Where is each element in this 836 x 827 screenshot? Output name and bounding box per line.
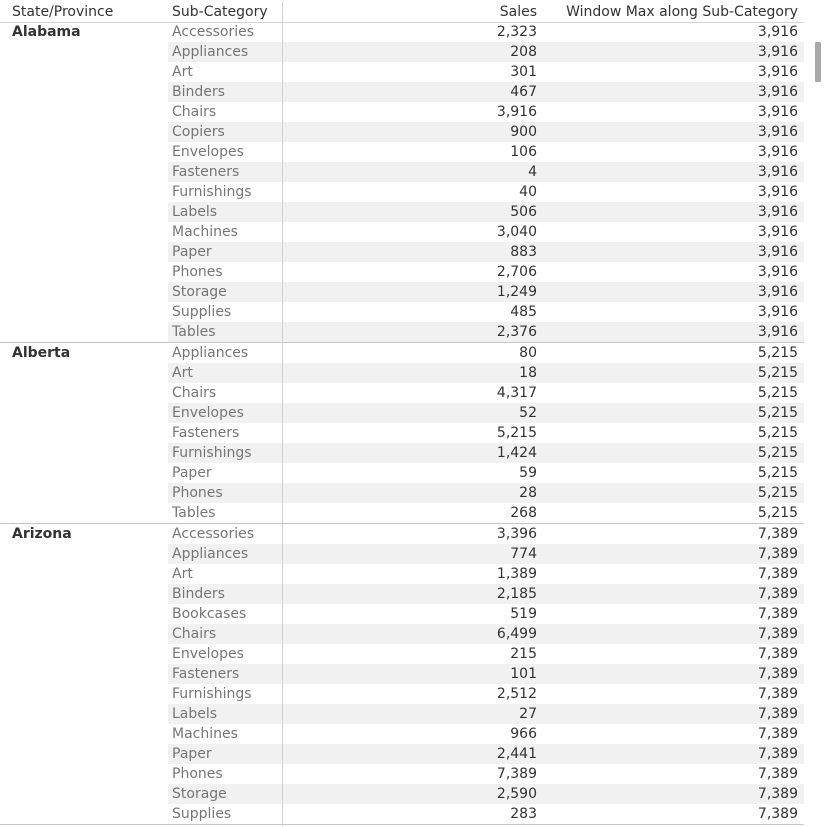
table-row[interactable]	[0, 704, 804, 724]
table-row[interactable]	[0, 403, 804, 423]
sub-category-cell[interactable]: Envelopes	[172, 144, 244, 160]
sales-cell[interactable]: 301	[510, 64, 537, 80]
row-band	[168, 82, 804, 102]
sub-category-cell[interactable]: Chairs	[172, 626, 217, 642]
window-max-cell[interactable]: 5,215	[757, 385, 798, 401]
table-row[interactable]	[0, 282, 804, 302]
sub-category-cell[interactable]: Copiers	[172, 124, 225, 140]
window-max-cell[interactable]: 3,916	[757, 84, 798, 100]
row-band	[168, 202, 804, 222]
row-band	[168, 664, 804, 684]
window-max-cell[interactable]: 7,389	[757, 586, 798, 602]
table-row[interactable]	[0, 22, 804, 42]
sub-category-cell[interactable]: Bookcases	[172, 606, 247, 622]
row-band	[168, 443, 804, 463]
window-max-cell[interactable]: 7,389	[757, 806, 798, 822]
sub-category-cell[interactable]: Fasteners	[172, 666, 240, 682]
sales-cell[interactable]: 774	[510, 546, 537, 562]
table-row[interactable]	[0, 524, 804, 544]
table-row[interactable]	[0, 604, 804, 624]
sales-cell[interactable]: 101	[510, 666, 537, 682]
row-band	[168, 584, 804, 604]
sub-category-cell[interactable]: Chairs	[172, 385, 217, 401]
sub-category-cell[interactable]: Labels	[172, 706, 218, 722]
sales-cell[interactable]: 2,376	[496, 324, 537, 340]
sub-category-cell[interactable]: Storage	[172, 786, 227, 802]
window-max-cell[interactable]: 7,389	[757, 646, 798, 662]
table-row[interactable]	[0, 102, 804, 122]
table-row[interactable]	[0, 42, 804, 62]
row-band	[168, 564, 804, 584]
table-row[interactable]	[0, 764, 804, 784]
window-max-cell[interactable]: 7,389	[757, 726, 798, 742]
row-band	[168, 744, 804, 764]
row-band	[168, 302, 804, 322]
row-band	[168, 644, 804, 664]
window-max-cell[interactable]: 5,215	[757, 345, 798, 361]
sub-category-cell[interactable]: Fasteners	[172, 425, 240, 441]
table-row[interactable]	[0, 483, 804, 503]
scrollbar-thumb[interactable]	[815, 42, 821, 82]
table-row[interactable]	[0, 664, 804, 684]
window-max-cell[interactable]: 3,916	[757, 264, 798, 280]
sales-cell[interactable]: 506	[510, 204, 537, 220]
sales-cell[interactable]: 106	[510, 144, 537, 160]
row-band	[168, 162, 804, 182]
window-max-cell[interactable]: 5,215	[757, 445, 798, 461]
window-max-cell[interactable]: 7,389	[757, 606, 798, 622]
row-band	[168, 704, 804, 724]
sales-cell[interactable]: 3,396	[496, 526, 537, 542]
row-band	[168, 363, 804, 383]
window-max-cell[interactable]: 7,389	[757, 546, 798, 562]
row-band	[168, 242, 804, 262]
row-band	[168, 262, 804, 282]
row-band	[168, 343, 804, 363]
sales-cell[interactable]: 2,512	[496, 686, 537, 702]
sub-category-cell[interactable]: Paper	[172, 746, 212, 762]
row-band	[168, 463, 804, 483]
row-band	[168, 544, 804, 564]
sub-category-cell[interactable]: Paper	[172, 244, 212, 260]
header-window-max[interactable]: Window Max along Sub-Category	[566, 4, 798, 20]
sub-category-cell[interactable]: Furnishings	[172, 686, 252, 702]
header-sales[interactable]: Sales	[499, 4, 537, 20]
window-max-cell[interactable]: 7,389	[757, 566, 798, 582]
sales-cell[interactable]: 467	[510, 84, 537, 100]
window-max-cell[interactable]: 3,916	[757, 124, 798, 140]
header-state-province[interactable]: State/Province	[12, 4, 114, 20]
table-row[interactable]	[0, 302, 804, 322]
window-max-cell[interactable]: 3,916	[757, 44, 798, 60]
table-row[interactable]	[0, 222, 804, 242]
vertical-scrollbar[interactable]	[804, 0, 836, 827]
window-max-cell[interactable]: 5,215	[757, 465, 798, 481]
window-max-cell[interactable]: 3,916	[757, 324, 798, 340]
sales-cell[interactable]: 268	[510, 505, 537, 521]
table-row[interactable]	[0, 804, 804, 824]
sales-cell[interactable]: 519	[510, 606, 537, 622]
row-band	[168, 423, 804, 443]
sales-cell[interactable]: 2,706	[496, 264, 537, 280]
row-band	[168, 22, 804, 42]
table-row[interactable]	[0, 162, 804, 182]
table-row[interactable]	[0, 584, 804, 604]
table-row[interactable]	[0, 262, 804, 282]
table-row[interactable]	[0, 383, 804, 403]
pane-divider	[282, 2, 283, 827]
row-band	[168, 322, 804, 342]
table-row[interactable]	[0, 122, 804, 142]
window-max-cell[interactable]: 3,916	[757, 64, 798, 80]
row-band	[168, 403, 804, 423]
sales-cell[interactable]: 2,590	[496, 786, 537, 802]
sales-cell[interactable]: 3,916	[496, 104, 537, 120]
sales-cell[interactable]: 7,389	[496, 766, 537, 782]
table-row[interactable]	[0, 423, 804, 443]
window-max-cell[interactable]: 3,916	[757, 204, 798, 220]
sales-cell[interactable]: 900	[510, 124, 537, 140]
row-band	[168, 102, 804, 122]
table-row[interactable]	[0, 544, 804, 564]
sub-category-cell[interactable]: Appliances	[172, 546, 249, 562]
sub-category-cell[interactable]: Tables	[172, 505, 216, 521]
state-label[interactable]: Arizona	[12, 526, 72, 542]
table-row[interactable]	[0, 242, 804, 262]
row-band	[168, 282, 804, 302]
sales-cell[interactable]: 1,249	[496, 284, 537, 300]
table-body	[0, 22, 804, 825]
table-row[interactable]	[0, 82, 804, 102]
table-row[interactable]	[0, 624, 804, 644]
sub-category-cell[interactable]: Appliances	[172, 345, 249, 361]
row-band	[168, 804, 804, 824]
row-band	[168, 122, 804, 142]
sales-cell[interactable]: 4	[528, 164, 537, 180]
window-max-cell[interactable]: 7,389	[757, 766, 798, 782]
table-row[interactable]	[0, 142, 804, 162]
sub-category-cell[interactable]: Binders	[172, 84, 225, 100]
sales-cell[interactable]: 208	[510, 44, 537, 60]
window-max-cell[interactable]: 5,215	[757, 365, 798, 381]
table-row[interactable]	[0, 684, 804, 704]
window-max-cell[interactable]: 5,215	[757, 485, 798, 501]
table-row[interactable]	[0, 503, 804, 523]
sub-category-cell[interactable]: Supplies	[172, 806, 232, 822]
window-max-cell[interactable]: 7,389	[757, 666, 798, 682]
window-max-cell[interactable]: 3,916	[757, 184, 798, 200]
row-band	[168, 784, 804, 804]
sub-category-cell[interactable]: Binders	[172, 586, 225, 602]
sales-cell[interactable]: 80	[519, 345, 537, 361]
window-max-cell[interactable]: 3,916	[757, 24, 798, 40]
sales-cell[interactable]: 215	[510, 646, 537, 662]
sub-category-cell[interactable]: Appliances	[172, 44, 249, 60]
sub-category-cell[interactable]: Storage	[172, 284, 227, 300]
sales-cell[interactable]: 4,317	[496, 385, 537, 401]
sub-category-cell[interactable]: Envelopes	[172, 405, 244, 421]
row-band	[168, 222, 804, 242]
header-sub-category[interactable]: Sub-Category	[172, 4, 268, 20]
window-max-cell[interactable]: 3,916	[757, 104, 798, 120]
table-row[interactable]	[0, 202, 804, 222]
table-row[interactable]	[0, 182, 804, 202]
column-header-row	[0, 0, 804, 22]
table-row[interactable]	[0, 724, 804, 744]
row-band	[168, 503, 804, 523]
sales-cell[interactable]: 6,499	[496, 626, 537, 642]
table-row[interactable]	[0, 644, 804, 664]
window-max-cell[interactable]: 7,389	[757, 526, 798, 542]
sub-category-cell[interactable]: Supplies	[172, 304, 232, 320]
sub-category-cell[interactable]: Accessories	[172, 24, 255, 40]
sub-category-cell[interactable]: Art	[172, 365, 193, 381]
sub-category-cell[interactable]: Paper	[172, 465, 212, 481]
state-group	[0, 524, 804, 825]
window-max-cell[interactable]: 3,916	[757, 284, 798, 300]
sub-category-cell[interactable]: Envelopes	[172, 646, 244, 662]
row-band	[168, 182, 804, 202]
sales-cell[interactable]: 5,215	[496, 425, 537, 441]
sales-cell[interactable]: 3,040	[496, 224, 537, 240]
sales-cell[interactable]: 485	[510, 304, 537, 320]
state-label[interactable]: Alabama	[12, 24, 81, 40]
table-row[interactable]	[0, 744, 804, 764]
table-row[interactable]	[0, 443, 804, 463]
sales-cell[interactable]: 1,389	[496, 566, 537, 582]
sales-cell[interactable]: 283	[510, 806, 537, 822]
window-max-cell[interactable]: 3,916	[757, 164, 798, 180]
sub-category-cell[interactable]: Phones	[172, 264, 223, 280]
sales-cell[interactable]: 2,185	[496, 586, 537, 602]
row-band	[168, 764, 804, 784]
row-band	[168, 483, 804, 503]
sub-category-cell[interactable]: Phones	[172, 485, 223, 501]
window-max-cell[interactable]: 7,389	[757, 706, 798, 722]
window-max-cell[interactable]: 7,389	[757, 746, 798, 762]
table-row[interactable]	[0, 343, 804, 363]
row-band	[168, 142, 804, 162]
sub-category-cell[interactable]: Fasteners	[172, 164, 240, 180]
table-row[interactable]	[0, 62, 804, 82]
row-band	[168, 604, 804, 624]
sales-cell[interactable]: 27	[519, 706, 537, 722]
sub-category-cell[interactable]: Accessories	[172, 526, 255, 542]
row-band	[168, 42, 804, 62]
sub-category-cell[interactable]: Furnishings	[172, 445, 252, 461]
window-max-cell[interactable]: 5,215	[757, 505, 798, 521]
sales-cell[interactable]: 18	[519, 365, 537, 381]
window-max-cell[interactable]: 3,916	[757, 244, 798, 260]
sub-category-cell[interactable]: Chairs	[172, 104, 217, 120]
sub-category-cell[interactable]: Art	[172, 64, 193, 80]
sales-cell[interactable]: 2,323	[496, 24, 537, 40]
window-max-cell[interactable]: 5,215	[757, 425, 798, 441]
state-label[interactable]: Alberta	[12, 345, 71, 361]
window-max-cell[interactable]: 3,916	[757, 144, 798, 160]
sub-category-cell[interactable]: Phones	[172, 766, 223, 782]
state-group	[0, 22, 804, 343]
window-max-cell[interactable]: 5,215	[757, 405, 798, 421]
sales-cell[interactable]: 883	[510, 244, 537, 260]
sales-cell[interactable]: 59	[519, 465, 537, 481]
sales-cell[interactable]: 966	[510, 726, 537, 742]
table-row[interactable]	[0, 463, 804, 483]
row-band	[168, 684, 804, 704]
sales-cell[interactable]: 28	[519, 485, 537, 501]
row-band	[168, 383, 804, 403]
window-max-cell[interactable]: 7,389	[757, 786, 798, 802]
table-row[interactable]	[0, 322, 804, 342]
sales-cell[interactable]: 52	[519, 405, 537, 421]
sub-category-cell[interactable]: Machines	[172, 726, 238, 742]
sales-cell[interactable]: 1,424	[496, 445, 537, 461]
sales-cell[interactable]: 40	[519, 184, 537, 200]
window-max-cell[interactable]: 7,389	[757, 626, 798, 642]
window-max-cell[interactable]: 7,389	[757, 686, 798, 702]
row-band	[168, 624, 804, 644]
row-band	[168, 62, 804, 82]
table-row[interactable]	[0, 564, 804, 584]
sub-category-cell[interactable]: Furnishings	[172, 184, 252, 200]
row-band	[168, 524, 804, 544]
sub-category-cell[interactable]: Machines	[172, 224, 238, 240]
table-row[interactable]	[0, 363, 804, 383]
sub-category-cell[interactable]: Art	[172, 566, 193, 582]
state-group	[0, 343, 804, 524]
sales-cell[interactable]: 2,441	[496, 746, 537, 762]
sub-category-cell[interactable]: Labels	[172, 204, 218, 220]
sub-category-cell[interactable]: Tables	[172, 324, 216, 340]
table-row[interactable]	[0, 784, 804, 804]
row-band	[168, 724, 804, 744]
window-max-cell[interactable]: 3,916	[757, 304, 798, 320]
window-max-cell[interactable]: 3,916	[757, 224, 798, 240]
